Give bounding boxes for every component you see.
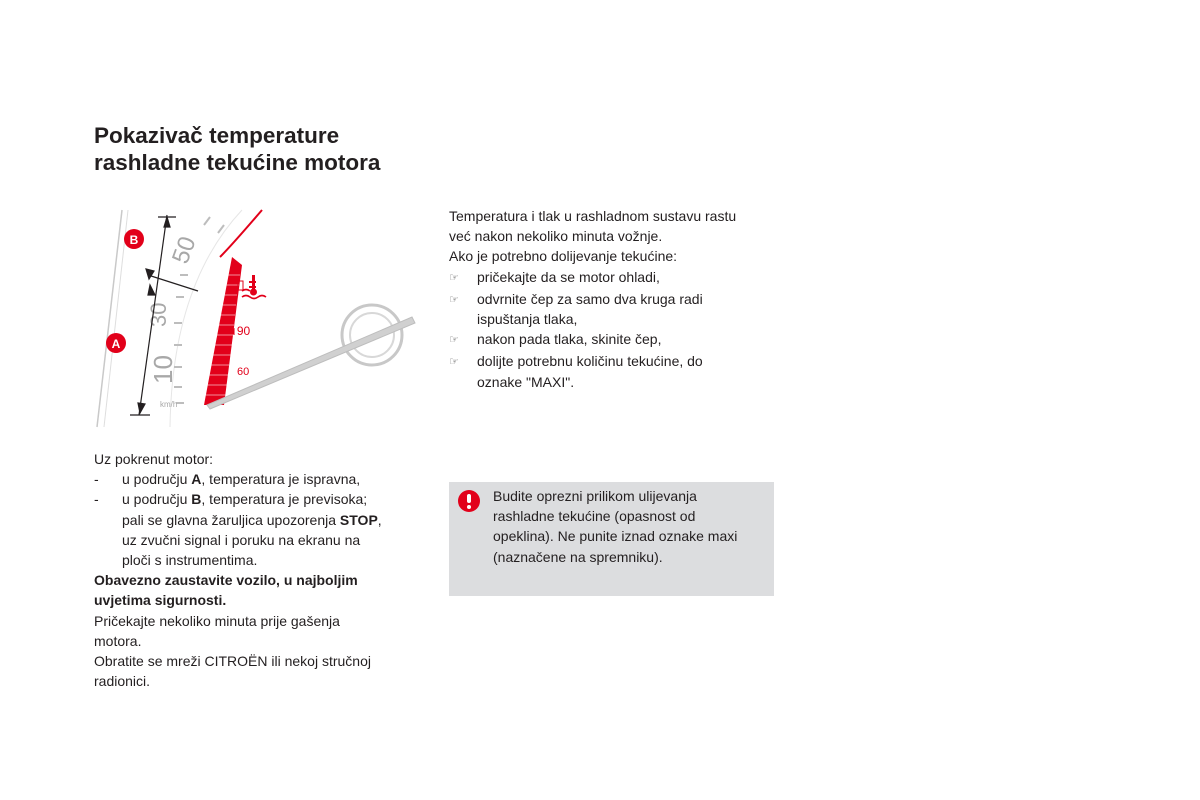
dash-marker: - — [94, 491, 99, 508]
topping-up-steps-list — [449, 267, 779, 392]
list-item-range-a — [94, 469, 424, 489]
sound-signal-text: uz zvučni signal i poruku na ekranu na — [122, 531, 361, 548]
coolant-temperature-gauge-illustration — [92, 205, 422, 430]
pointing-hand-bullet-icon: ☞ — [449, 356, 459, 369]
list-item — [449, 289, 779, 329]
pointing-hand-bullet-icon: ☞ — [449, 334, 459, 347]
dial-edge-line-inner — [104, 210, 128, 427]
wait-text-line-2: motora. — [94, 632, 142, 649]
list-item-text: dolijte potrebnu količinu tekućine, do — [477, 353, 703, 370]
temperature-label-60: 60 — [237, 366, 250, 378]
speed-label-50: 50 — [167, 232, 202, 268]
speed-unit-label: km/h — [160, 400, 178, 409]
range-b-label: B — [129, 233, 139, 247]
instrument-panel-text: ploči s instrumentima. — [122, 552, 258, 569]
burn-warning-box — [449, 482, 774, 596]
arrow-b-bottom — [146, 269, 154, 279]
burn-warning-line-3: opeklina). Ne punite iznad oznake maxi — [493, 528, 738, 545]
topping-up-intro: Ako je potrebno dolijevanje tekućine: — [449, 248, 678, 265]
list-item-text: nakon pada tlaka, skinite čep, — [477, 331, 662, 348]
arrow-b-top — [164, 217, 170, 227]
list-item-text: odvrnite čep za samo dva kruga radi — [477, 290, 703, 307]
list-item — [449, 329, 779, 351]
range-b-text: u području B, temperatura je previsoka; — [122, 491, 368, 508]
page-title — [94, 122, 380, 176]
running-engine-intro: Uz pokrenut motor: — [94, 451, 214, 467]
coolant-temperature-icon — [238, 275, 266, 299]
pressure-text-line-2: već nakon nekoliko minuta vožnje. — [449, 228, 663, 245]
contact-text-line-2: radionici. — [94, 673, 151, 690]
page-title-line-1: Pokazivač temperature — [94, 123, 340, 148]
temperature-outer-arc — [220, 210, 262, 257]
page-title-line-2: rashladne tekućine motora — [94, 150, 381, 175]
range-a-text: u području A, temperatura je ispravna, — [122, 471, 361, 488]
temperature-label-90: ◄90 — [225, 324, 251, 338]
gauge-svg — [92, 205, 422, 430]
burn-warning-text — [493, 486, 763, 567]
speed-label-30: 30 — [146, 302, 171, 327]
list-item-text: pričekajte da se motor ohladi, — [477, 268, 660, 285]
stop-vehicle-warning-line-1: Obavezno zaustavite vozilo, u najboljim — [94, 572, 358, 589]
burn-warning-line-1: Budite oprezni prilikom ulijevanja — [493, 488, 697, 504]
exclamation-warning-icon — [458, 490, 480, 512]
stop-warning-text: pali se glavna žaruljica upozorenja STOP, — [122, 511, 382, 528]
dash-marker: - — [94, 471, 99, 488]
range-a-label: A — [111, 337, 121, 351]
left-column-text — [94, 449, 424, 691]
range-separator-line — [148, 275, 198, 291]
list-item-text: ispuštanja tlaka, — [477, 311, 578, 328]
right-column-text — [449, 206, 779, 392]
range-b-letter: B — [191, 491, 202, 508]
list-item-range-b — [94, 489, 424, 570]
arrow-a-top — [148, 285, 155, 295]
pressure-text-line-1: Temperatura i tlak u rashladnom sustavu rastu — [449, 208, 737, 224]
stop-word: STOP — [339, 511, 378, 528]
list-item — [449, 267, 779, 289]
pointing-hand-bullet-icon: ☞ — [449, 293, 459, 306]
range-a-letter: A — [191, 471, 202, 488]
list-item — [449, 351, 779, 391]
burn-warning-line-4: (naznačene na spremniku). — [493, 548, 663, 565]
speed-label-10: 10 — [148, 355, 178, 384]
list-item-text: oznake "MAXI". — [477, 373, 575, 390]
dial-edge-line — [97, 210, 122, 427]
wait-text-line-1: Pričekajte nekoliko minuta prije gašenja — [94, 612, 340, 629]
pointing-hand-bullet-icon: ☞ — [449, 271, 459, 284]
contact-text-line-1: Obratite se mreži CITROËN ili nekoj stručnoj — [94, 653, 371, 670]
stop-vehicle-warning-line-2: uvjetima sigurnosti. — [94, 592, 227, 609]
burn-warning-line-2: rashladne tekućine (opasnost od — [493, 508, 696, 525]
